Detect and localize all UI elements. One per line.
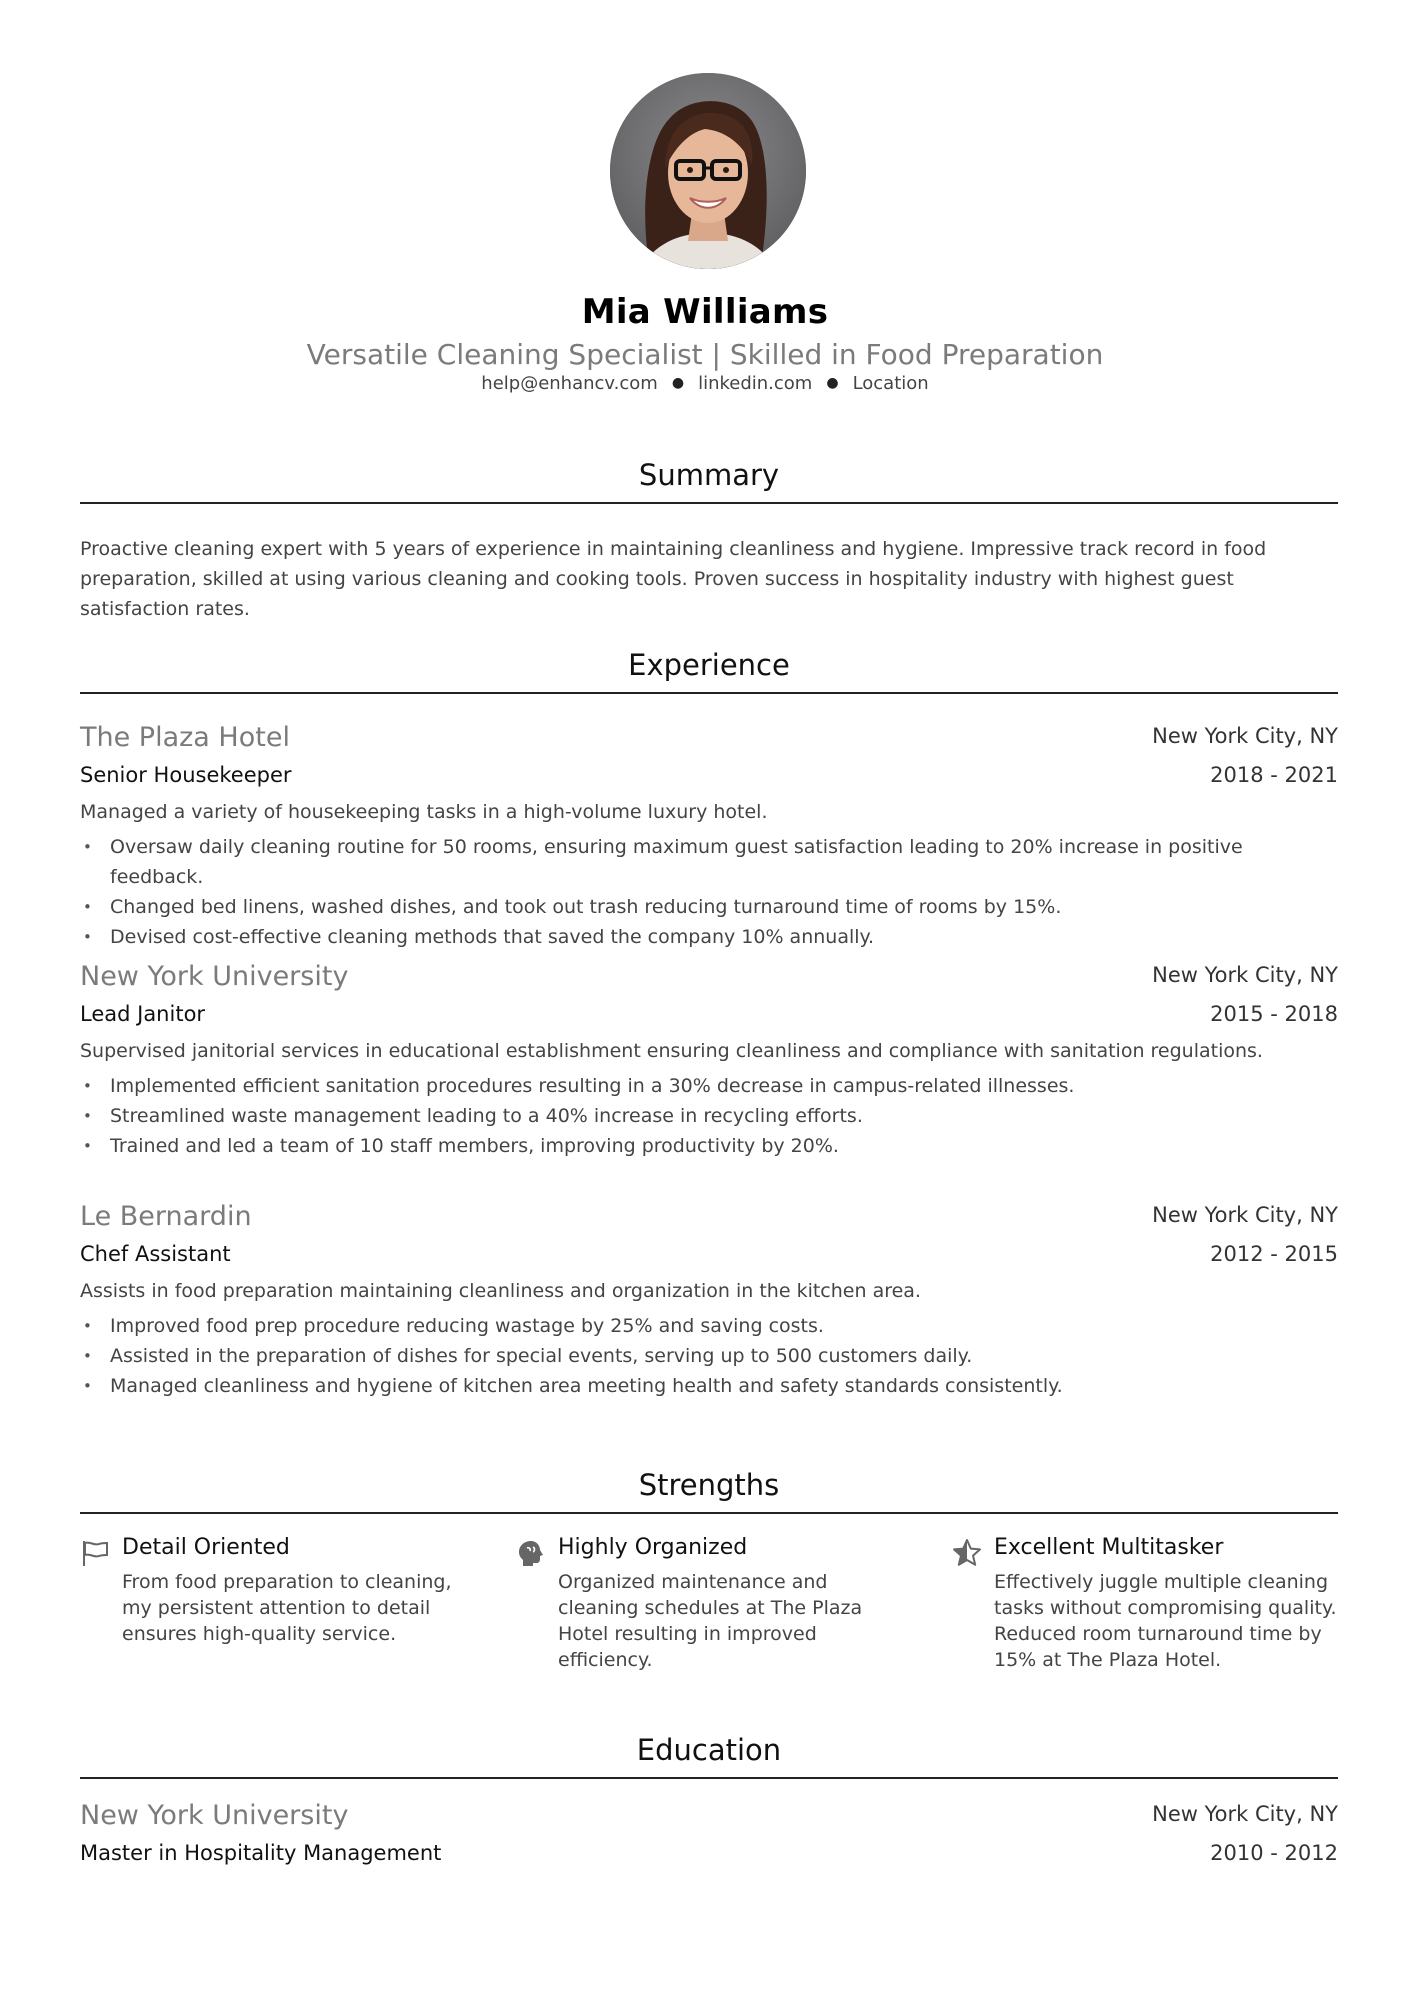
strength-title: Highly Organized <box>558 1535 748 1560</box>
section-title-summary: Summary <box>638 458 780 492</box>
education-dates: 2010 - 2012 <box>1210 1841 1338 1865</box>
summary-text: Proactive cleaning expert with 5 years of experience in maintaining cleanliness and hygiene. Impressive track record in food preparation, skilled at using various cleaning and cooking tools. Proven success in hospitality industry with highest guest satisfaction rates. <box>80 538 1267 620</box>
achievement-item: • Devised cost-effective cleaning methods that saved the company 10% annually. <box>80 922 1338 952</box>
contact-line <box>0 373 1410 394</box>
section-divider <box>80 1512 1338 1514</box>
company-name: The Plaza Hotel <box>80 722 290 753</box>
school-location: New York City, NY <box>1152 1802 1338 1826</box>
location-text: Location <box>852 373 929 394</box>
brain-icon <box>516 1538 546 1568</box>
strength-title: Excellent Multitasker <box>994 1535 1224 1560</box>
job-description: Assists in food preparation maintaining cleanliness and organization in the kitchen area. <box>80 1280 921 1302</box>
strength-description: Effectively juggle multiple cleaning tasks without compromising quality. Reduced room turnaround time by 15% at The Plaza Hotel. <box>994 1571 1337 1671</box>
job-title: Chef Assistant <box>80 1242 231 1266</box>
achievement-list <box>80 1071 1338 1161</box>
headline: Versatile Cleaning Specialist | Skilled in Food Preparation <box>306 338 1104 371</box>
flag-icon <box>80 1538 110 1568</box>
school-name: New York University <box>80 1800 349 1831</box>
star-icon <box>952 1538 982 1568</box>
job-location: New York City, NY <box>1152 1203 1338 1227</box>
job-dates: 2018 - 2021 <box>1210 763 1338 787</box>
job-dates: 2012 - 2015 <box>1210 1242 1338 1266</box>
job-dates: 2015 - 2018 <box>1210 1002 1338 1026</box>
section-divider <box>80 502 1338 504</box>
section-title-education: Education <box>636 1733 782 1767</box>
avatar <box>610 73 806 269</box>
achievement-item: • Managed cleanliness and hygiene of kitchen area meeting health and safety standards consistently. <box>80 1371 1338 1401</box>
achievement-item: • Streamlined waste management leading to a 40% increase in recycling efforts. <box>80 1101 1338 1131</box>
section-title-strengths: Strengths <box>638 1468 780 1502</box>
strength-title: Detail Oriented <box>122 1535 290 1560</box>
job-location: New York City, NY <box>1152 963 1338 987</box>
job-title: Senior Housekeeper <box>80 763 292 787</box>
portrait-photo <box>610 73 806 269</box>
achievement-item: • Trained and led a team of 10 staff members, improving productivity by 20%. <box>80 1131 1338 1161</box>
achievement-item: • Implemented efficient sanitation procedures resulting in a 30% decrease in campus-related illnesses. <box>80 1071 1338 1101</box>
job-description: Managed a variety of housekeeping tasks in a high-volume luxury hotel. <box>80 801 768 823</box>
linkedin-link[interactable]: linkedin.com <box>698 373 813 394</box>
strength-description: From food preparation to cleaning, my persistent attention to detail ensures high-quality service. <box>122 1571 452 1645</box>
company-name: Le Bernardin <box>80 1201 252 1232</box>
achievement-item: • Improved food prep procedure reducing wastage by 25% and saving costs. <box>80 1311 1338 1341</box>
section-title-experience: Experience <box>628 648 790 682</box>
strength-description: Organized maintenance and cleaning schedules at The Plaza Hotel resulting in improved efficiency. <box>558 1571 863 1671</box>
job-title: Lead Janitor <box>80 1002 206 1026</box>
candidate-name: Mia Williams <box>581 292 829 332</box>
achievement-list <box>80 832 1338 952</box>
achievement-list <box>80 1311 1338 1401</box>
bullet-separator: ● <box>671 375 685 391</box>
job-description: Supervised janitorial services in educational establishment ensuring cleanliness and compliance with sanitation regulations. <box>80 1040 1263 1062</box>
section-divider <box>80 692 1338 694</box>
email-link[interactable]: help@enhancv.com <box>481 373 658 394</box>
bullet-separator: ● <box>826 375 839 391</box>
achievement-item: • Oversaw daily cleaning routine for 50 rooms, ensuring maximum guest satisfaction leading to 20% increase in positive feedback. <box>80 832 1338 892</box>
achievement-item: • Assisted in the preparation of dishes for special events, serving up to 500 customers daily. <box>80 1341 1338 1371</box>
achievement-item: • Changed bed linens, washed dishes, and took out trash reducing turnaround time of rooms by 15%. <box>80 892 1338 922</box>
job-location: New York City, NY <box>1152 724 1338 748</box>
company-name: New York University <box>80 961 349 992</box>
degree: Master in Hospitality Management <box>80 1841 442 1865</box>
section-divider <box>80 1777 1338 1779</box>
